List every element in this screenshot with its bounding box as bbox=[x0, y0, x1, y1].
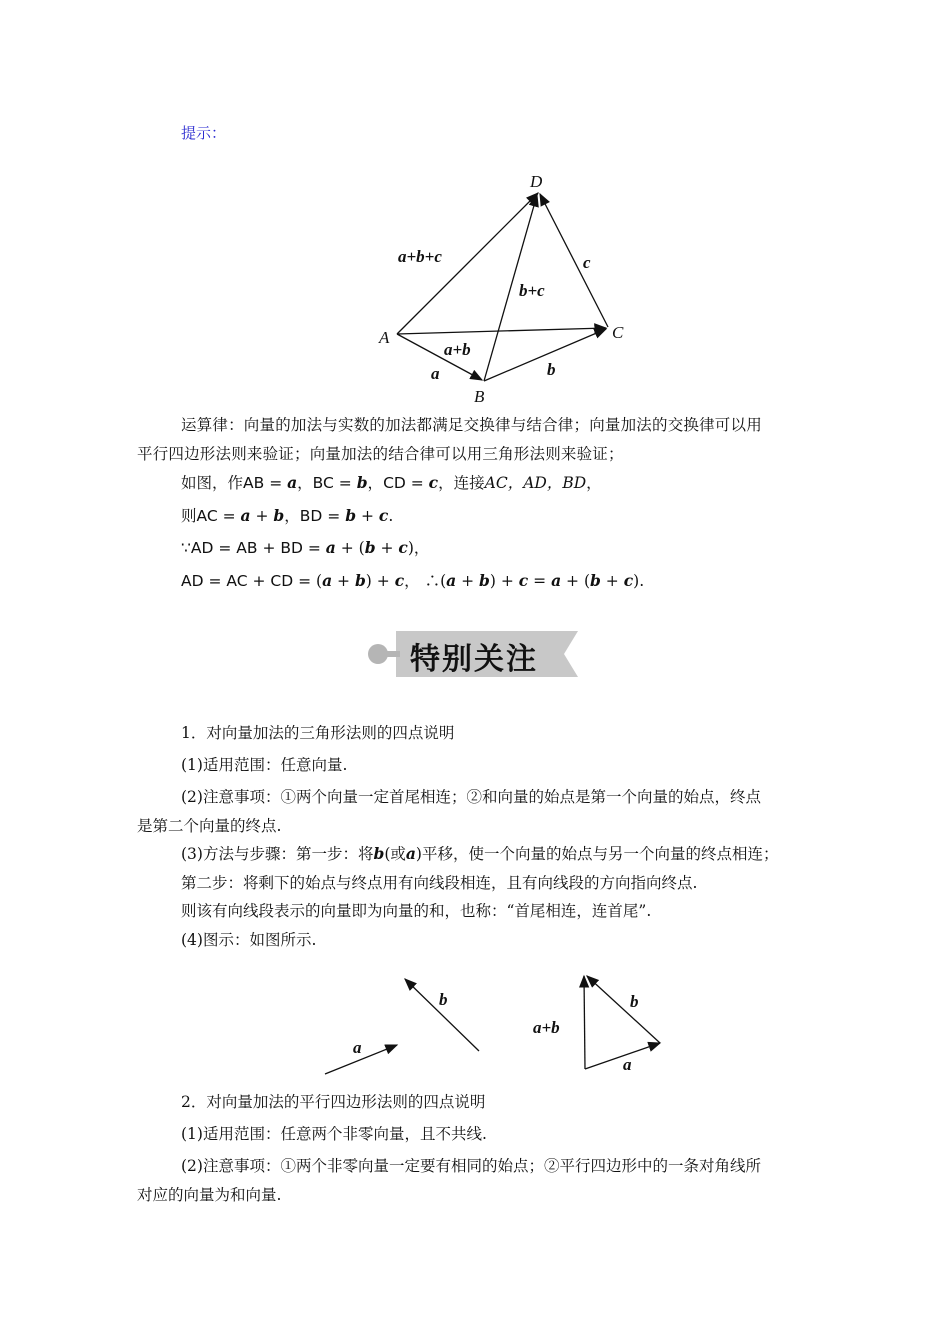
banner-title: 特别关注 bbox=[410, 642, 538, 677]
banner-dot-icon bbox=[368, 644, 388, 664]
point-C-label: C bbox=[612, 323, 624, 342]
label-b: b bbox=[439, 990, 448, 1009]
label-sum: a+b bbox=[533, 1018, 560, 1037]
hint-label: 提示： bbox=[181, 124, 227, 142]
point-D-label: D bbox=[530, 172, 543, 191]
section1-item1: (1)适用范围：任意向量. bbox=[181, 756, 348, 774]
label-abc: a+b+c bbox=[398, 247, 442, 266]
equation-line-2: 则AC = a + b，BD = b + c. bbox=[181, 506, 394, 525]
section1-item4: (4)图示：如图所示. bbox=[181, 931, 317, 949]
vector-BC bbox=[484, 329, 606, 381]
section1-item3-line3: 则该有向线段表示的向量即为向量的和，也称：“首尾相连，连首尾”. bbox=[181, 902, 652, 920]
section1-item2-line2: 是第二个向量的终点. bbox=[137, 817, 282, 835]
section2-item2-line1: (2)注意事项：①两个非零向量一定要有相同的始点；②平行四边形中的一条对角线所 bbox=[181, 1157, 761, 1175]
label-bc: b+c bbox=[519, 281, 545, 300]
paragraph-line-2: 平行四边形法则来验证；向量加法的结合律可以用三角形法则来验证； bbox=[137, 445, 624, 463]
section2-item1: (1)适用范围：任意两个非零向量，且不共线. bbox=[181, 1125, 487, 1143]
point-A-label: A bbox=[379, 328, 390, 347]
equation-line-1: 如图，作AB = a，BC = b，CD = c，连接AC，AD，BD， bbox=[181, 473, 602, 492]
vector-b-translated bbox=[587, 976, 660, 1043]
point-B-label: B bbox=[474, 387, 485, 406]
equation-line-3: ∵AD = AB + BD = a + (b + c)， bbox=[181, 538, 430, 557]
label-ab: a+b bbox=[444, 340, 471, 359]
section1-item3-line1: (3)方法与步骤：第一步：将b(或a)平移，使一个向量的始点与另一个向量的终点相连； bbox=[181, 844, 779, 863]
vector-sum bbox=[584, 976, 585, 1069]
paragraph-line-1: 运算律：向量的加法与实数的加法都满足交换律与结合律；向量加法的交换律可以用 bbox=[181, 416, 762, 434]
vector-CD bbox=[540, 194, 608, 327]
label-c: c bbox=[583, 253, 591, 272]
label-b: b bbox=[547, 360, 556, 379]
vector-addition-figure bbox=[370, 165, 640, 410]
label-a: a bbox=[353, 1038, 362, 1057]
section2-item2-line2: 对应的向量为和向量. bbox=[137, 1186, 282, 1204]
section1-item3-line2: 第二步：将剩下的始点与终点用有向线段相连，且有向线段的方向指向终点. bbox=[181, 874, 698, 892]
section1-item2-line1: (2)注意事项：①两个向量一定首尾相连；②和向量的始点是第一个向量的始点，终点 bbox=[181, 788, 761, 806]
label-a: a bbox=[431, 364, 440, 383]
label-a-translated: a bbox=[623, 1055, 632, 1074]
label-b-translated: b bbox=[630, 992, 639, 1011]
section2-title: 2．对向量加法的平行四边形法则的四点说明 bbox=[181, 1093, 486, 1111]
vector-AC bbox=[397, 328, 606, 334]
section1-title: 1．对向量加法的三角形法则的四点说明 bbox=[181, 724, 455, 742]
triangle-rule-figure bbox=[318, 965, 668, 1080]
equation-line-4: AD = AC + CD = (a + b) + c， ∴(a + b) + c = a + (b + c). bbox=[181, 571, 645, 590]
